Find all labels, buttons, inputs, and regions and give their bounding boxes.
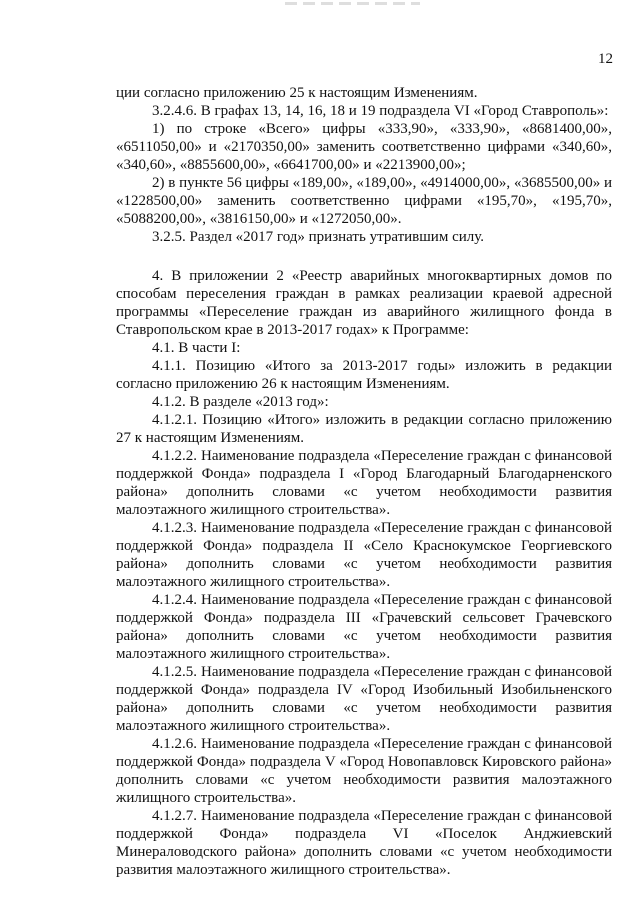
- paragraph-item-2: 2) в пункте 56 цифры «189,00», «189,00», «4914000,00», «3685500,00» и «1228500,00» заменить соответственно цифрами «195,70», «195,70», «5088200,00», «3816150,00» и «1272050,00».: [116, 175, 612, 227]
- paragraph-4-1-2: 4.1.2. В разделе «2013 год»:: [152, 394, 329, 410]
- paragraph-4-1-2-2: 4.1.2.2. Наименование подраздела «Переселение граждан с финансовой поддержкой Фонда» подраздела I «Город Благодарный Благодарненского района» дополнить словами «с учетом необходимости развития малоэтажного жилищного строительства».: [116, 448, 612, 518]
- paragraph-4-1-2-4: 4.1.2.4. Наименование подраздела «Переселение граждан с финансовой поддержкой Фонда» подраздела III «Грачевский сельсовет Грачевского района» дополнить словами «с учетом необходимости развития малоэтажного жилищного строительства».: [116, 592, 612, 662]
- document-body: [116, 84, 612, 879]
- paragraph-4-1-2-6: 4.1.2.6. Наименование подраздела «Переселение граждан с финансовой поддержкой Фонда» подраздела V «Город Новопавловск Кировского района» дополнить словами «с учетом необходимости развития малоэтажного жилищного строительства».: [116, 736, 612, 806]
- paragraph-4-1-1: 4.1.1. Позицию «Итого за 2013-2017 годы» изложить в редакции согласно приложению 26 к настоящим Изменениям.: [116, 358, 612, 392]
- paragraph-gap: [116, 246, 612, 267]
- page-number: 12: [598, 51, 613, 67]
- paragraph-4: 4. В приложении 2 «Реестр аварийных многоквартирных домов по способам переселения граждан в рамках реализации краевой адресной программы «Переселение граждан из аварийного жилищного фонда в Ставропольском крае в 2013-2017 годах» к Программе:: [116, 268, 612, 338]
- paragraph-4-1-2-7: 4.1.2.7. Наименование подраздела «Переселение граждан с финансовой поддержкой Фонда» подраздела VI «Поселок Анджиевский Минераловодского района» дополнить словами «с учетом необходимости развития малоэтажного жилищного строительства».: [116, 808, 612, 878]
- scan-header-artifact: [285, 2, 420, 5]
- paragraph-3-2-4-6: 3.2.4.6. В графах 13, 14, 16, 18 и 19 подраздела VI «Город Ставрополь»:: [152, 103, 609, 119]
- paragraph-4-1-2-1: 4.1.2.1. Позицию «Итого» изложить в редакции согласно приложению 27 к настоящим Изменениям.: [116, 412, 612, 446]
- paragraph-3-2-5: 3.2.5. Раздел «2017 год» признать утратившим силу.: [152, 229, 484, 245]
- paragraph-4-1-2-5: 4.1.2.5. Наименование подраздела «Переселение граждан с финансовой поддержкой Фонда» подраздела IV «Город Изобильный Изобильненского района» дополнить словами «с учетом необходимости развития малоэтажного жилищного строительства».: [116, 664, 612, 734]
- paragraph-4-1-2-3: 4.1.2.3. Наименование подраздела «Переселение граждан с финансовой поддержкой Фонда» подраздела II «Село Краснокумское Георгиевского района» дополнить словами «с учетом необходимости развития малоэтажного жилищного строительства».: [116, 520, 612, 590]
- paragraph-4-1: 4.1. В части I:: [152, 340, 241, 356]
- paragraph-item-1: 1) по строке «Всего» цифры «333,90», «333,90», «8681400,00», «6511050,00» и «2170350,00» заменить соответственно цифрами «340,60», «340,60», «8855600,00», «6641700,00» и «2213900,00»;: [116, 121, 612, 173]
- paragraph-continuation: ции согласно приложению 25 к настоящим Изменениям.: [116, 85, 478, 101]
